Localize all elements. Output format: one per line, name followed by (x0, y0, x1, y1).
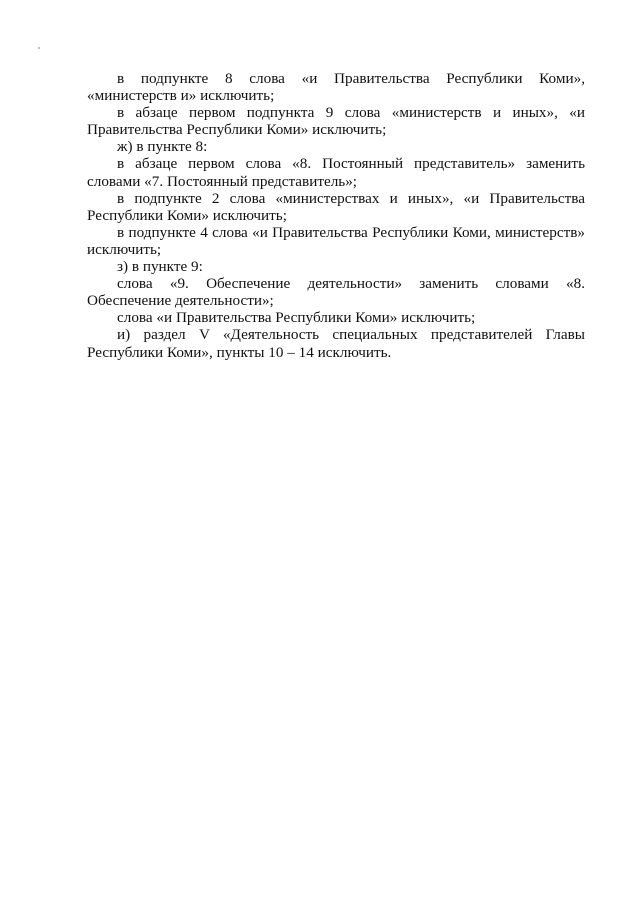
scan-artifact (38, 47, 40, 49)
paragraph-item-i: и) раздел V «Деятельность специальных представителей Главы Республики Коми», пункты 10 – 14 исключить. (87, 326, 585, 361)
paragraph-subparagraph-2: в подпункте 2 слова «министерствах и иных», «и Правительства Республики Коми» исключить; (87, 189, 585, 224)
paragraph-subparagraph-9: в абзаце первом подпункта 9 слова «министерств и иных», «и Правительства Республики Коми» исключить; (87, 104, 585, 139)
paragraph-item-zh: ж) в пункте 8: (117, 138, 208, 156)
paragraph-words-obespechenie: слова «9. Обеспечение деятельности» заменить словами «8. Обеспечение деятельности»; (87, 275, 585, 310)
paragraph-item-z: з) в пункте 9: (117, 258, 203, 276)
document-body (87, 70, 585, 361)
paragraph-first-abzats: в абзаце первом слова «8. Постоянный представитель» заменить словами «7. Постоянный представитель»; (87, 155, 585, 190)
paragraph-subparagraph-4: в подпункте 4 слова «и Правительства Республики Коми, министерств» исключить; (87, 223, 585, 258)
paragraph-subparagraph-8: в подпункте 8 слова «и Правительства Республики Коми», «министерств и» исключить; (87, 70, 585, 105)
paragraph-words-pravitelstva: слова «и Правительства Республики Коми» исключить; (117, 309, 476, 327)
